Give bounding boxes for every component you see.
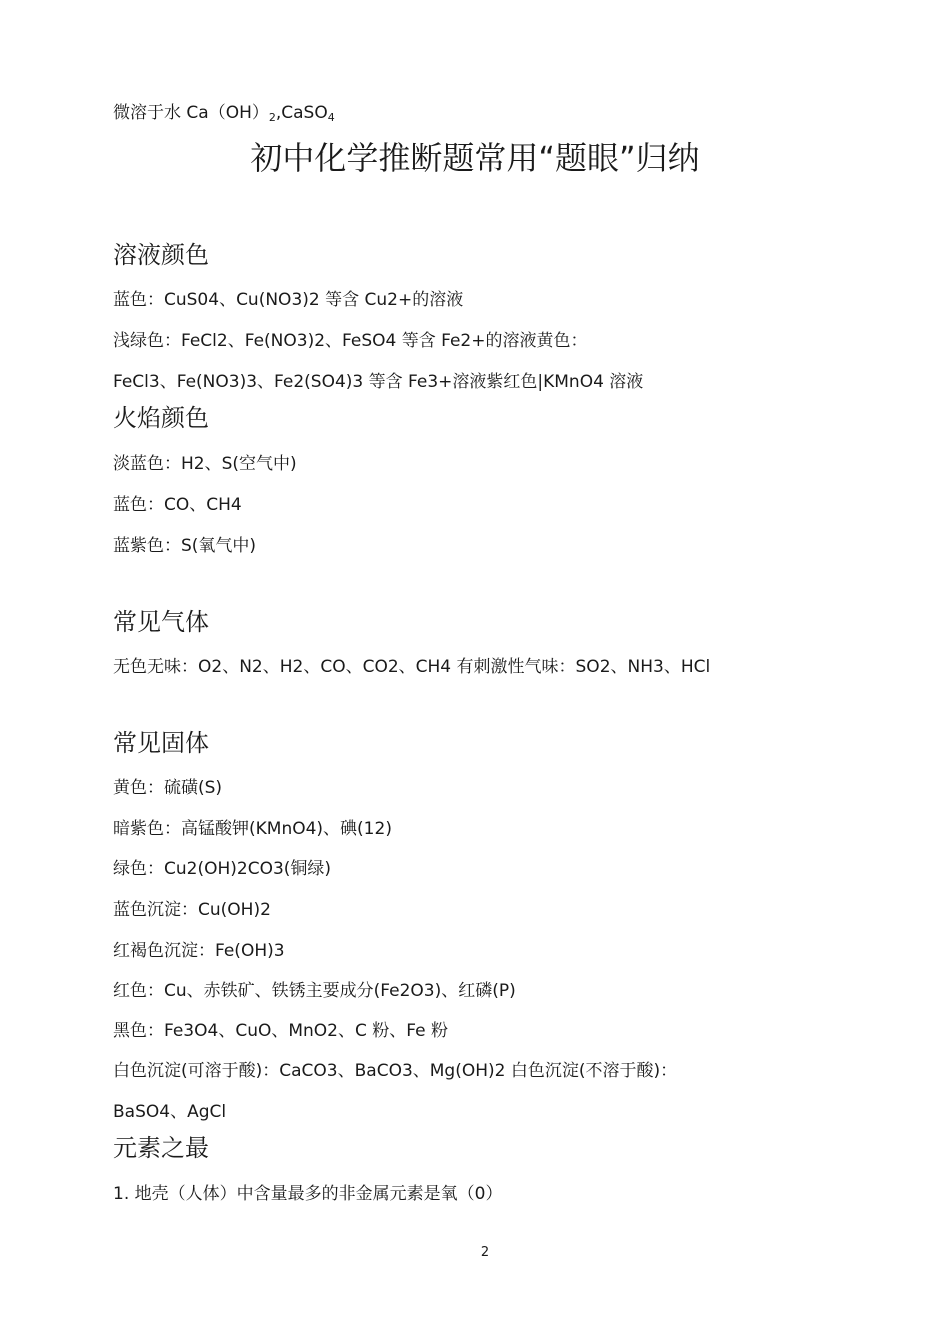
common-solids-line: 红褐色沉淀：Fe(OH)3 [113, 941, 285, 961]
flame-color-line: 蓝色：CO、CH4 [113, 495, 242, 515]
common-solids-line: 黑色：Fe3O4、CuO、MnO2、C 粉、Fe 粉 [113, 1021, 448, 1041]
common-gases-line: 无色无味：O2、N2、H2、CO、CO2、CH4 有刺激性气味：SO2、NH3、HCl [113, 657, 711, 677]
flame-color-line: 蓝紫色：S(氧气中) [113, 536, 257, 556]
common-solids-line: 绿色：Cu2(OH)2CO3(铜绿) [113, 859, 332, 879]
header-note-prefix: 微溶于水 Ca（OH） [113, 103, 269, 123]
common-solids-line: 暗紫色：高锰酸钾(KMnO4)、碘(12) [113, 819, 392, 839]
common-solids-line: 蓝色沉淀：Cu(OH)2 [113, 900, 271, 920]
common-solids-line: 白色沉淀(可溶于酸)：CaCO3、BaCO3、Mg(OH)2 白色沉淀(不溶于酸)： [113, 1061, 678, 1081]
section-heading-element-superlatives: 元素之最 [113, 1134, 209, 1162]
section-heading-flame-color: 火焰颜色 [113, 404, 209, 432]
element-superlatives-line: 1. 地壳（人体）中含量最多的非金属元素是氧（0） [113, 1184, 503, 1204]
section-heading-common-gases: 常见气体 [113, 608, 209, 636]
section-heading-solution-color: 溶液颜色 [113, 241, 209, 269]
header-note-mid: ,CaSO [275, 103, 328, 123]
common-solids-line: 红色：Cu、赤铁矿、铁锈主要成分(Fe2O3)、红磷(P) [113, 981, 516, 1001]
flame-color-line: 淡蓝色：H2、S(空气中) [113, 454, 297, 474]
header-note-subscript-2: 4 [327, 111, 335, 124]
solution-color-line: 蓝色：CuS04、Cu(NO3)2 等含 Cu2+的溶液 [113, 290, 464, 310]
page-number: 2 [480, 1245, 490, 1260]
common-solids-line: 黄色：硫磺(S) [113, 778, 223, 798]
page-title: 初中化学推断题常用“题眼”归纳 [250, 139, 700, 177]
common-solids-line: BaSO4、AgCl [113, 1102, 227, 1122]
solution-color-line: 浅绿色：FeCl2、Fe(NO3)2、FeSO4 等含 Fe2+的溶液黄色： [113, 331, 588, 351]
header-note-subscript-1: 2 [268, 111, 276, 124]
header-note [113, 102, 335, 129]
solution-color-line: FeCl3、Fe(NO3)3、Fe2(SO4)3 等含 Fe3+溶液紫红色|KMnO4 溶液 [113, 372, 644, 392]
section-heading-common-solids: 常见固体 [113, 729, 209, 757]
